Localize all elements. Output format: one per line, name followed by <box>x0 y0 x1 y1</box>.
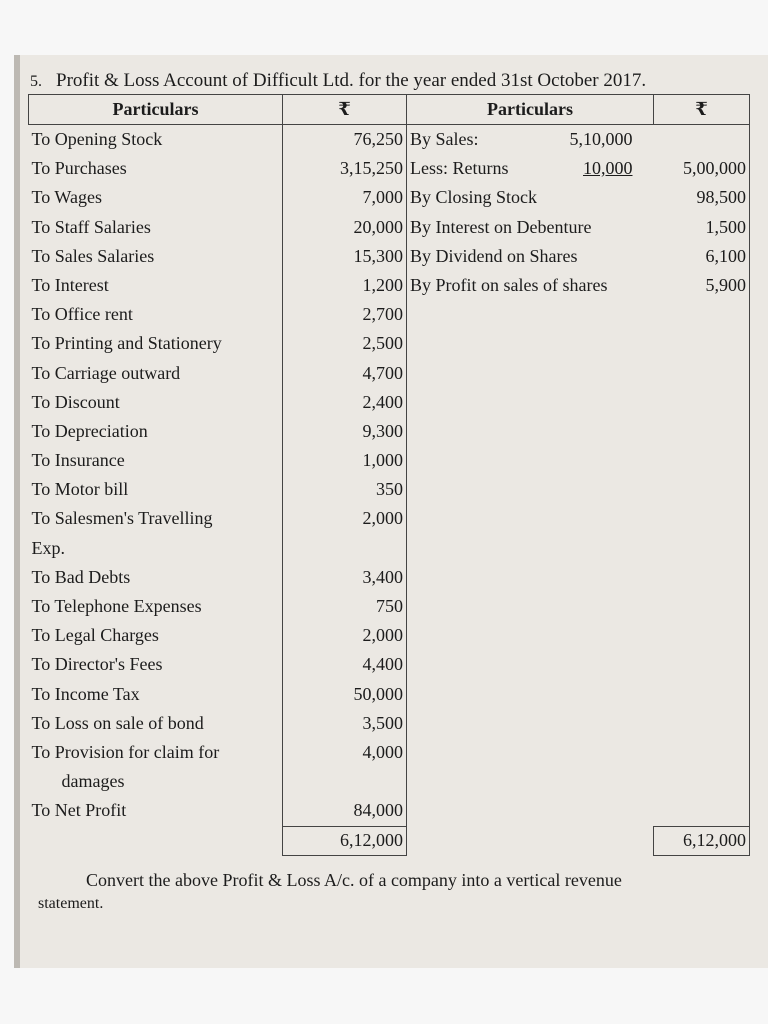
header-left-particulars: Particulars <box>29 95 283 125</box>
debit-item-amount <box>286 767 403 796</box>
credit-item-label: By Profit on sales of shares <box>410 274 608 295</box>
debit-item-amount: 15,300 <box>353 245 403 266</box>
debit-item-label: To Income Tax <box>31 683 140 704</box>
debit-item-amount: 2,000 <box>362 625 403 646</box>
credit-item-amount: 5,900 <box>705 274 746 295</box>
debit-item-label: To Net Profit <box>31 800 127 821</box>
credit-item-label: By Dividend on Shares <box>410 245 578 266</box>
debit-item-amount: 2,400 <box>362 391 403 412</box>
debit-item-label: To Printing and Stationery <box>31 333 222 354</box>
debit-item-amount <box>286 534 403 563</box>
credit-item-label: By Sales: <box>410 129 479 149</box>
debit-item-label: To Director's Fees <box>31 654 163 675</box>
debit-item-amount: 1,200 <box>362 274 403 295</box>
debit-item-amount: 1,000 <box>362 450 403 471</box>
question-title <box>30 70 730 92</box>
debit-item-amount: 84,000 <box>353 800 403 821</box>
credit-item-amount: 6,100 <box>705 245 746 266</box>
table-body-row <box>29 125 750 827</box>
credit-item <box>410 213 651 242</box>
debit-item-label: To Sales Salaries <box>31 245 155 266</box>
debit-item-label: To Purchases <box>31 158 127 179</box>
debit-item-label: To Depreciation <box>31 420 148 441</box>
credit-item-label: Less: Returns <box>410 158 509 179</box>
debit-item-label: To Telephone Expenses <box>31 596 202 616</box>
debit-item-amount: 3,15,250 <box>340 158 403 179</box>
debit-item-label: To Wages <box>31 187 102 208</box>
credit-item <box>410 183 651 212</box>
credit-item-label: By Closing Stock <box>410 187 538 208</box>
credit-item-amount <box>657 125 747 154</box>
debit-item-amount: 2,700 <box>362 304 403 325</box>
credit-item-amount: 1,500 <box>705 216 746 237</box>
debit-item-label: To Legal Charges <box>31 625 159 646</box>
credit-labels-column <box>407 125 654 827</box>
debit-item-label: To Motor bill <box>31 479 129 500</box>
debit-item-label: To Opening Stock <box>31 129 163 149</box>
debit-item-label: Exp. <box>31 537 65 558</box>
header-left-amount: ₹ <box>283 95 407 125</box>
debit-item-label: To Bad Debts <box>31 566 131 587</box>
instruction-line-2: statement. <box>38 895 104 912</box>
credit-item <box>410 125 651 154</box>
header-right-amount: ₹ <box>654 95 750 125</box>
debit-item-amount: 7,000 <box>362 187 403 208</box>
debit-item-label: To Carriage outward <box>31 362 181 383</box>
debit-item-label: To Office rent <box>31 304 133 325</box>
debit-item-amount: 2,500 <box>362 333 403 354</box>
debit-item-label: To Interest <box>31 274 109 295</box>
debit-item-amount: 3,400 <box>362 566 403 587</box>
debit-item-amount: 3,500 <box>362 712 403 733</box>
debit-item-amount: 750 <box>376 596 403 616</box>
debit-amounts-column <box>283 125 407 827</box>
credit-item-subamount: 5,10,000 <box>569 129 633 149</box>
instruction-line-1: Convert the above Profit & Loss A/c. of a company into a vertical revenue <box>86 870 622 890</box>
debit-item-amount: 20,000 <box>353 216 403 237</box>
debit-item-label: To Staff Salaries <box>31 216 151 237</box>
debit-item-label: To Discount <box>31 391 120 412</box>
credit-item-amount: 98,500 <box>696 187 746 208</box>
debit-item-amount: 350 <box>376 479 403 500</box>
header-right-particulars: Particulars <box>407 95 654 125</box>
instruction-text <box>38 868 728 916</box>
credit-item <box>410 271 651 300</box>
question-text: Profit & Loss Account of Difficult Ltd. for the year ended 31st October 2017. <box>56 70 647 91</box>
debit-item-label: damages <box>61 771 125 792</box>
credit-amounts-column <box>654 125 750 827</box>
debit-item-amount: 50,000 <box>353 683 403 704</box>
credit-item-amount: 5,00,000 <box>683 158 746 179</box>
credit-item-subamount: 10,000 <box>583 158 633 179</box>
debit-item-label: To Provision for claim for <box>31 741 220 762</box>
debit-item-amount: 4,000 <box>362 741 403 762</box>
totals-row <box>29 826 750 855</box>
debit-labels-column <box>29 125 283 827</box>
question-number: 5. <box>30 73 42 90</box>
debit-item-amount: 9,300 <box>362 420 403 441</box>
profit-loss-account-table <box>28 94 750 856</box>
debit-item-amount: 2,000 <box>362 508 403 529</box>
table-header-row <box>29 95 750 125</box>
debit-item-label: To Loss on sale of bond <box>31 712 204 733</box>
credit-item <box>410 242 651 271</box>
credit-item <box>410 154 651 183</box>
total-right: 6,12,000 <box>654 826 750 855</box>
total-left: 6,12,000 <box>283 826 407 855</box>
debit-item-label: To Insurance <box>31 450 125 471</box>
credit-item-label: By Interest on Debenture <box>410 216 592 237</box>
debit-item-label: To Salesmen's Travelling <box>31 508 213 529</box>
debit-item-amount: 76,250 <box>353 129 403 149</box>
debit-item-amount: 4,700 <box>362 362 403 383</box>
debit-item-amount: 4,400 <box>362 654 403 675</box>
